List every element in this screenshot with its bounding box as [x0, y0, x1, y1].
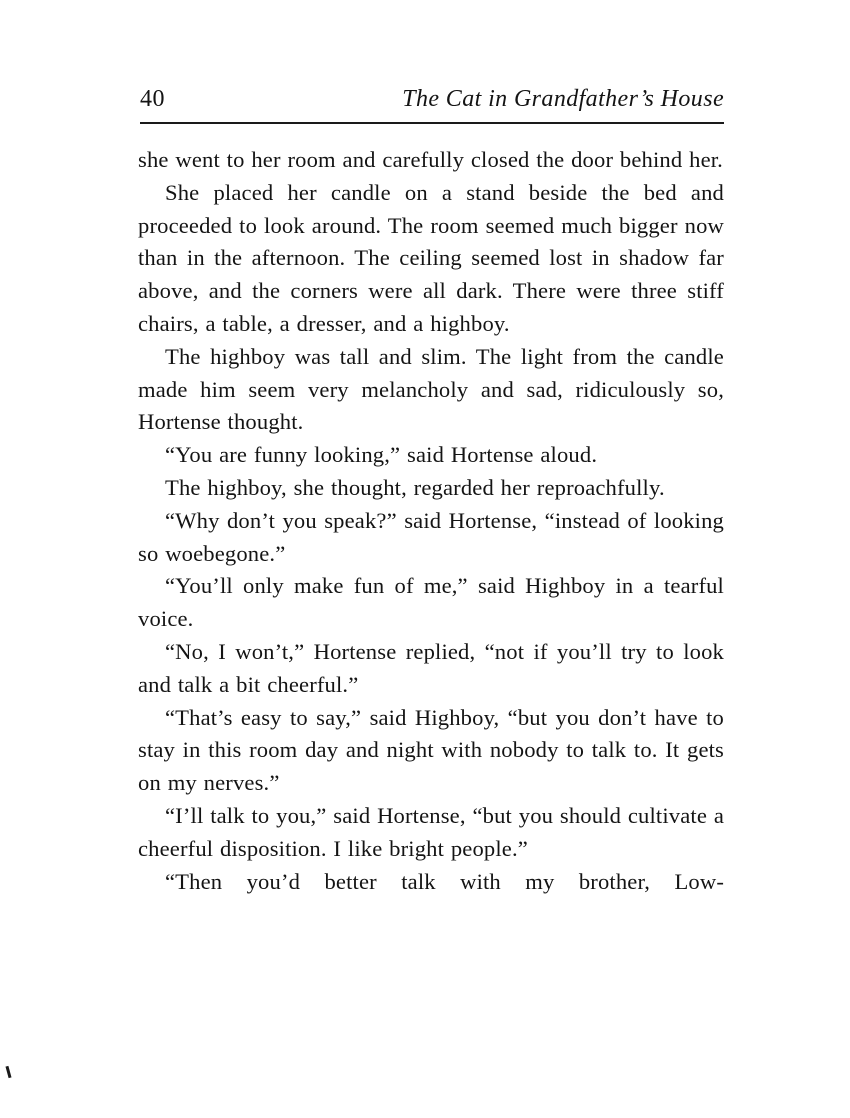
paragraph: She placed her candle on a stand beside the bed and proceeded to look around. The room seemed much bigger now than in the afternoon. The ceiling seemed lost in shadow far above, and the corners were all dark. There were three stiff chairs, a table, a dresser, and a highboy. [138, 179, 724, 336]
scan-mark [5, 1066, 11, 1078]
paragraph: “No, I won’t,” Hortense replied, “not if you’ll try to look and talk a bit cheerful.” [138, 638, 724, 697]
paragraph: “You’ll only make fun of me,” said Highboy in a tearful voice. [138, 573, 724, 632]
body-text [138, 144, 724, 898]
running-title: The Cat in Grandfather’s House [402, 86, 724, 112]
paragraph: she went to her room and carefully closed the door behind her. [138, 147, 723, 172]
header-rule [140, 122, 724, 124]
page-header [140, 86, 724, 122]
paragraph: The highboy was tall and slim. The light from the candle made him seem very melancholy and sad, ridiculously so, Hortense thought. [138, 343, 724, 435]
paragraph: “I’ll talk to you,” said Hortense, “but you should cultivate a cheerful disposition. I like bright people.” [138, 802, 724, 861]
paragraph: “Then you’d better talk with my brother, Low- [165, 868, 724, 894]
paragraph: “Why don’t you speak?” said Hortense, “instead of looking so woebegone.” [138, 507, 724, 566]
page-number: 40 [140, 86, 165, 112]
paragraph: The highboy, she thought, regarded her reproachfully. [165, 474, 665, 500]
paragraph: “You are funny looking,” said Hortense aloud. [165, 442, 598, 468]
paragraph: “That’s easy to say,” said Highboy, “but you don’t have to stay in this room day and night with nobody to talk to. It gets on my nerves.” [138, 704, 724, 796]
